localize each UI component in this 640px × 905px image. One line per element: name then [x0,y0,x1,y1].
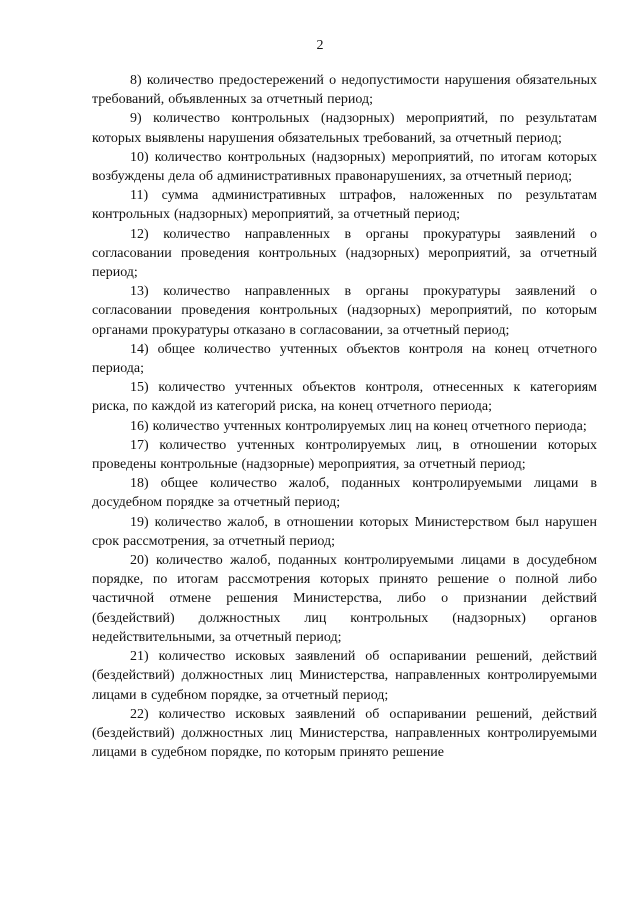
list-item-11: 11) сумма административных штрафов, наложенных по результатам контрольных (надзорных) мероприятий, за отчетный период; [92,188,597,223]
list-item-17: 17) количество учтенных контролируемых лиц, в отношении которых проведены контрольные (надзорные) мероприятия, за отчетный период; [92,437,597,473]
list-item-20: 20) количество жалоб, поданных контролируемыми лицами в досудебном порядке, по итогам рассмотрения которых принято решение о полной либо частичной отмене решения Министерства, либо о признании действий (бездействий) должностных лиц контрольных (надзорных) органов недействительными, за отчетный период; [92,553,597,645]
list-item-10: 10) количество контрольных (надзорных) мероприятий, по итогам которых возбуждены дела об административных правонарушениях, за отчетный период; [92,149,597,185]
list-item-19: 19) количество жалоб, в отношении которых Министерством был нарушен срок рассмотрения, за отчетный период; [92,514,597,549]
list-item-9: 9) количество контрольных (надзорных) мероприятий, по результатам которых выявлены нарушения обязательных требований, за отчетный период; [92,111,597,146]
page-number: 2 [316,38,324,53]
list-item-13: 13) количество направленных в органы прокуратуры заявлений о согласовании проведения контрольных (надзорных) мероприятий, по которым органами прокуратуры отказано в согласовании, за отчетный период; [92,284,597,338]
list-item-18: 18) общее количество жалоб, поданных контролируемыми лицами в досудебном порядке за отчетный период; [92,476,597,511]
document-body [92,71,597,762]
list-item-16: 16) количество учтенных контролируемых лиц на конец отчетного периода; [130,418,587,434]
list-item-15: 15) количество учтенных объектов контроля, отнесенных к категориям риска, по каждой из категорий риска, на конец отчетного периода; [92,380,597,415]
list-item-8: 8) количество предостережений о недопустимости нарушения обязательных требований, объявленных за отчетный период; [92,73,597,108]
list-item-21: 21) количество исковых заявлений об оспаривании решений, действий (бездействий) должностных лиц Министерства, направленных контролируемыми лицами в судебном порядке, за отчетный период; [92,649,597,703]
list-item-14: 14) общее количество учтенных объектов контроля на конец отчетного периода; [92,341,597,377]
list-item-22: 22) количество исковых заявлений об оспаривании решений, действий (бездействий) должностных лиц Министерства, направленных контролируемыми лицами в судебном порядке, по которым принято решение [92,706,597,761]
list-item-12: 12) количество направленных в органы прокуратуры заявлений о согласовании проведения контрольных (надзорных) мероприятий, за отчетный период; [92,226,597,281]
